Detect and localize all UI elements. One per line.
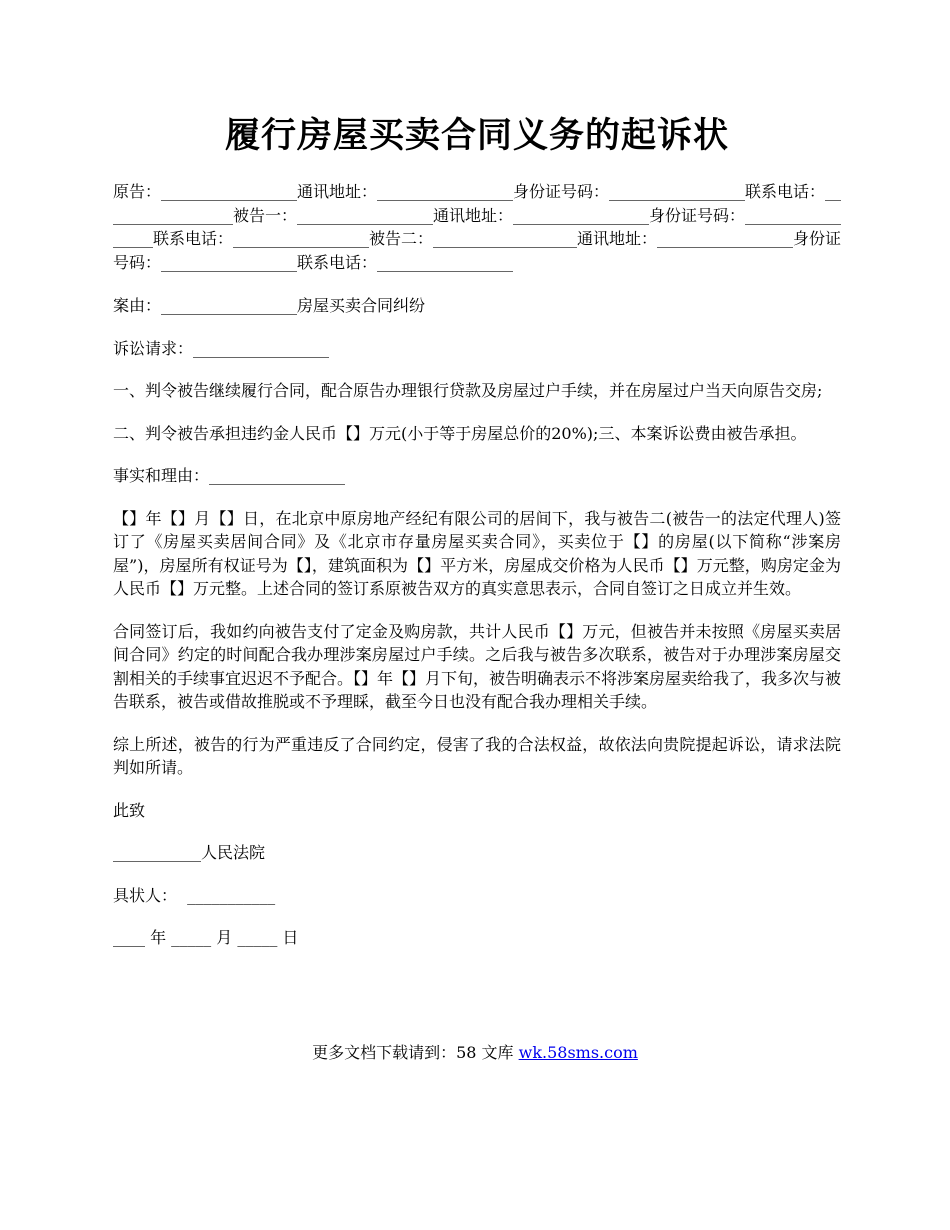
date-line: ____ 年 _____ 月 _____ 日 [113,928,299,947]
conclusion-paragraph: 综上所述，被告的行为严重违反了合同约定，侵害了我的合法权益，故依法向贵院提起诉讼，请求法院判如所请。 [113,734,841,777]
parties-info: 原告：_________________通讯地址：_________________身份证号码：_________________联系电话：_________________被告一：_________________通讯地址：_________________身份证号码：_________________联系电话：_________________被告二：__________________通讯地址：_________________身份证号码：_________________联系电话：_________________ [113,182,842,272]
footer-link[interactable]: wk.58sms.com [518,1043,638,1062]
claims-label: 诉讼请求：_________________ [113,338,330,358]
salutation: 此致 [113,800,146,820]
facts-paragraph-1: 【】年【】月【】日，在北京中原房地产经纪有限公司的居间下，我与被告二(被告一的法定代理人)签订了《房屋买卖居间合同》及《北京市存量房屋买卖合同》，买卖位于【】的房屋(以下简称“涉案房屋”)，房屋所有权证号为【】，建筑面积为【】平方米，房屋成交价格为人民币【】万元整，购房定金为人民币【】万元整。上述合同的签订系原被告双方的真实意思表示，合同自签订之日成立并生效。 [113,508,841,598]
claim-2: 二、判令被告承担违约金人民币【】万元(小于等于房屋总价的20%);三、本案诉讼费由被告承担。 [113,423,807,443]
document-title: 履行房屋买卖合同义务的起诉状 [224,115,729,156]
facts-paragraph-2: 合同签订后，我如约向被告支付了定金及购房款，共计人民币【】万元，但被告并未按照《房屋买卖居间合同》约定的时间配合我办理涉案房屋过户手续。之后我与被告多次联系，被告对于办理涉案房屋交割相关的手续事宜迟迟不予配合。【】年【】月下旬，被告明确表示不将涉案房屋卖给我了，我多次与被告联系，被告或借故推脱或不予理睬，截至今日也没有配合我办理相关手续。 [113,621,842,711]
footer [0,1042,950,1064]
court-line: ___________人民法院 [113,843,266,862]
signer-line: 具状人： ___________ [113,885,276,905]
document-page [113,110,841,969]
claim-1: 一、判令被告继续履行合同，配合原告办理银行贷款及房屋过户手续，并在房屋过户当天向原告交房; [113,381,823,400]
facts-label: 事实和理由：_________________ [113,466,346,485]
footer-text: 更多文档下载请到：58 文库 [312,1043,519,1062]
case-cause: 案由：_________________房屋买卖合同纠纷 [113,296,426,315]
